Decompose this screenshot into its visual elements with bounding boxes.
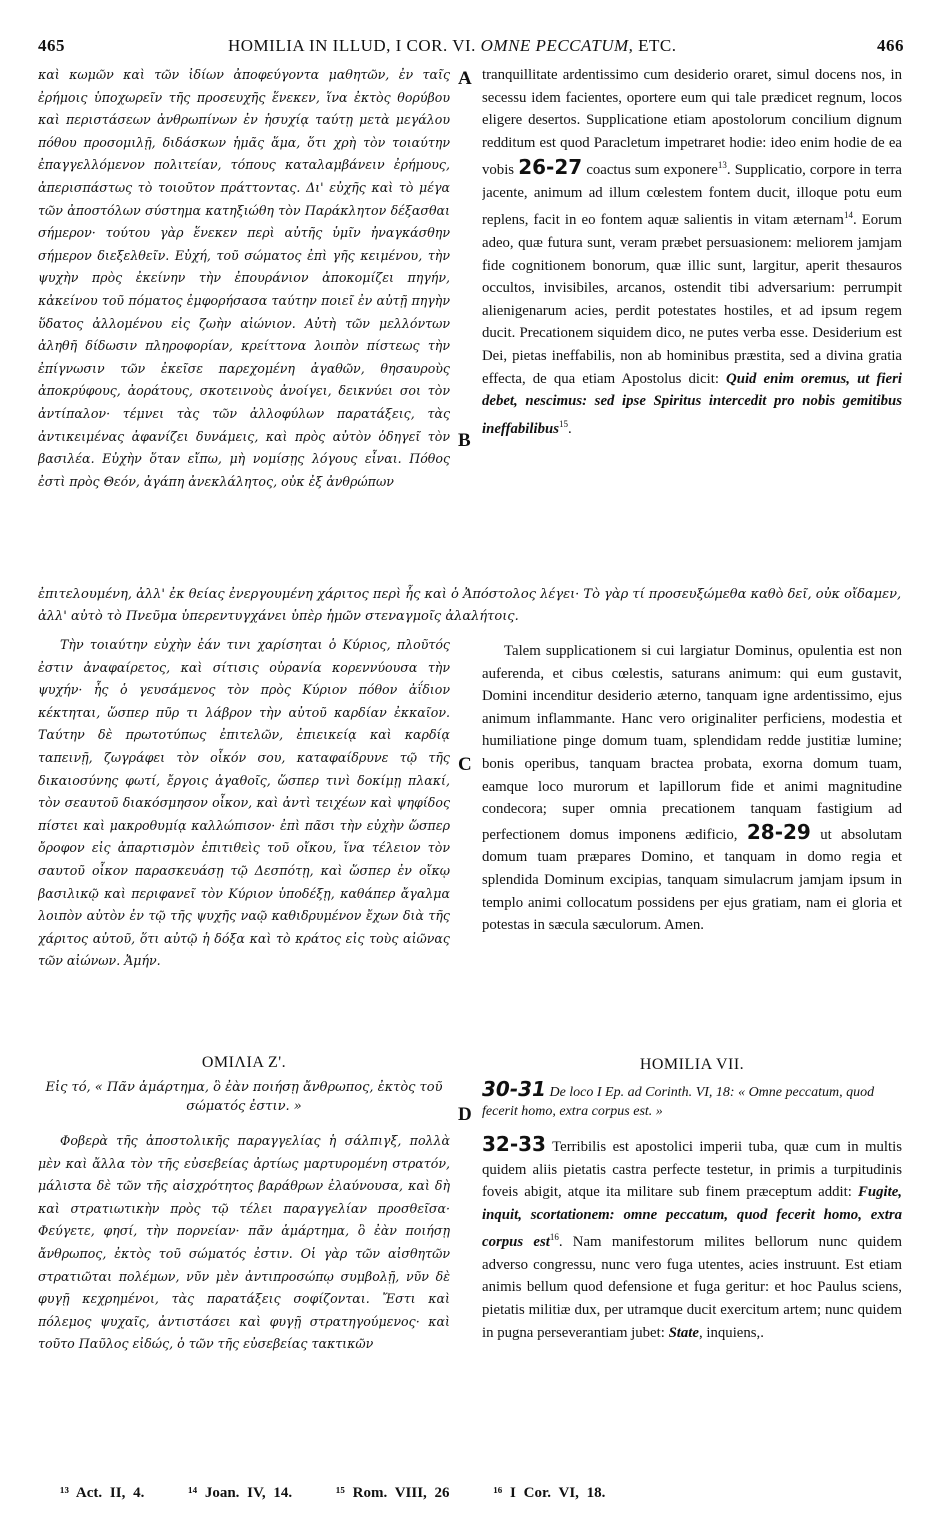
latin-p2b-text: ut absolutam domum tuam præpares Domino, et tanquam in domo regia et splendida Dominum excipias, tanquam simulacrum jamjam ipsum in templo animi collocatum possidens per ejus gratiam, nam ei gloria et potestas in sæcula sæculorum. Amen.	[482, 826, 902, 934]
latin-p3b-text: . Nam manifestorum milites bellorum nunc quidem adverso congressu, nunc vero fuga utentes, acies instruunt. Est etiam animis bellum quod defensione et fuga geritur: et hoc Paulus sciens, pietatis militiæ dux, per utramque ducit exercitum artem; nunc quidem in pugna perseverantiam jubet:	[482, 1234, 902, 1341]
margin-letter-a: A	[458, 68, 472, 89]
latin-quote-3: State	[668, 1324, 699, 1341]
footnote-ref-14: 14	[843, 210, 853, 221]
greek-paragraph-1: καὶ κωμῶν καὶ τῶν ἰδίων ἀποφεύγοντα μαθητῶν, ἐν ταῖς ἐρήμοις ὑποχωρεῖν τῆς προσευχῆς ἕνεκεν, ἵνα ἐκτὸς θορύβου καὶ περιστάσεων ἀνθρωπίνων ἐν ἡσυχίᾳ ταύτῃ μετὰ μεγάλου πόθου προσομιλῇ, διδάσκων ἡμᾶς ἅμα, ὅτι χρὴ τὸν τοιαύτην ἐπαγγελλόμενον πολιτείαν, τόπους καταλαμβάνειν ἐρήμους, ἀπερισπάστως τὸ τοιοῦτον πράττοντας. Δι' εὐχῆς καὶ τὸ μέγα τῶν ἀποστόλων σύστημα κατηξιώθη τὸν Παράκλητον δέξασθαι σήμερον· τούτου γὰρ ἕνεκεν περὶ αὐτῆς ὑμῖν ἠναγκάσθην σήμερον διεξελθεῖν. Εὐχή, τοῦ σώματος ἐπὶ γῆς κειμένου, τὴν ψυχὴν πρὸς ἐκείνην τὴν ἐπουράνιον ἀποκομίζει πηγήν, κἀκείνου τοῦ πόματος ἐμφορήσασα ταύτην ποιεῖ ἐν αὐτῇ πηγὴν ὕδατος ἀλλομένου εἰς ζωὴν αἰώνιον. Αὐτὴ τῶν μελλόντων ἀληθῆ δίδωσιν πληροφορίαν, κρείττονα λοιπὸν πίστεως τὴν ἐπίγνωσιν τῶν ἐκεῖσε παρεχομένη ἀγαθῶν, θησαυροὺς ἀποκρύφους, ἀοράτους, σκοτεινοὺς ἀνοίγει, δεικνύει σοι τὸν ἀντίπαλον· τέμνει τὰς τῶν ἀλλοφύλων παρατάξεις, τὰς ἀντικειμένας ἀφανίζει δυνάμεις, καὶ πρὸς αὐτὸν ὁδηγεῖ τὸν βασιλέα. Εὐχὴν ὅταν εἴπω, μὴ νομίσῃς λόγους εἶναι. Πόθος ἐστὶ πρὸς Θεόν, ἀγάπη ἀνεκλάλητος, οὐκ ἐξ ἀνθρώπων	[38, 67, 450, 489]
latin-p1-text: tranquillitate ardentissimo cum desiderio oraret, simul docens nos, in secessu idem facientes, oportere eum qui tale prædicet regnum, locos eligere desertos. Supplicatione etiam apostolorum concilium dignum redditum est quod Paracletum impetraret hodie: ideo enim hodie de ea vobis	[482, 67, 902, 179]
running-title-plain: HOMILIA IN ILLUD, I COR. VI.	[228, 36, 476, 55]
latin-quote-1: Quid enim oremus, ut fieri debet, nescimus: sed ipse Spiritus intercedit pro nobis gemitibus ineffabilibus	[482, 370, 902, 437]
footnote-13: ¹³ Act. II, 4.	[60, 1485, 145, 1501]
latin-paragraph-1: tranquillitate ardentissimo cum desiderio oraret, simul docens nos, in secessu idem facientes, oportere eum qui tale prædicet regnum, locos eligere desertos. Supplicatione etiam apostolorum concilium dignum redditum est quod Paracletum impetraret hodie: ideo enim hodie de ea vobis 26-27 coactus sum exponere$^{13}$. Supplicatio, corpore in terra jacente, animum ad illum cœlestem fontem ducit, illoque potu eum replens, facit in eo fontem aquæ salientis in vitam æternam$^{14}$. Eorum adeo, quæ futura sunt, veram præbet persuasionem: meliorem jamjam fide cognitionem bonorum, quæ illic sunt, largitur, aperit thesauros occultos, invisibiles, arcanos, ostendit tibi adversarium: perrumpit alienigenarum acies, perdit potestates hostiles, et ad ipsum regem ducit. Precationem siquidem dico, ne putes verba esse. Desiderium est Dei, pietas ineffabilis, non ab hominibus præstita, sed a divina gratia effecta, de qua etiam Apostolus dicit: Quid enim oremus, ut fieri debet, nescimus: sed ipse Spiritus intercedit pro nobis gemitibus ineffabilibus$^{15}$.	[482, 67, 902, 437]
footnote-ref-16: 16	[549, 1232, 559, 1243]
running-title-end: ETC.	[638, 36, 677, 55]
greek-column-middle	[38, 634, 450, 1424]
latin-subheading-b: VI, 18: « Omne peccatum, quod fecerit homo, extra corpus est. »	[482, 1085, 875, 1119]
latin-p1d-text: . Eorum adeo, quæ futura sunt, veram præbet persuasionem: meliorem jamjam fide cognitionem bonorum, quæ illic sunt, largitur, aperit thesauros occultos, invisibiles, arcanos, ostendit tibi adversarium: perrumpit alienigenarum acies, perdit potestates hostiles, et ad ipsum regem ducit. Precationem siquidem dico, ne putes verba esse. Desiderium est Dei, pietas ineffabilis, non ab hominibus præstita, sed a divina gratia effecta, de qua etiam Apostolus dicit:	[482, 212, 902, 387]
latin-paragraph-2	[482, 640, 902, 1042]
page-number-left: 465	[38, 36, 65, 55]
footnotes	[60, 1485, 900, 1502]
footnote-ref-15: 15	[559, 418, 569, 429]
latin-homily-heading: HOMILIA VII.	[639, 1056, 745, 1073]
greek-homily-heading: ΟΜΙΛΙΑ Ζ'.	[201, 1054, 287, 1071]
footnote-ref-13: 13	[717, 160, 727, 171]
margin-letter-c: C	[458, 754, 472, 775]
running-header	[38, 36, 904, 60]
running-title-italic: OMNE PECCATUM,	[480, 36, 634, 55]
footnote-16: ¹⁶ I Cor. VI, 18.	[493, 1485, 606, 1501]
latin-paragraph-3	[482, 1133, 902, 1429]
latin-column-bottom	[482, 640, 902, 1429]
latin-p1b-text: coactus sum exponere	[586, 162, 718, 179]
latin-p2a-text: Talem supplicationem si cui largiatur Dominus, opulentia est non auferenda, et cibus cœlestis, saturans animum: qui eum gustavit, Domini incenditur desiderio æterno, tanquam igne ardentissimo, ejus animum inflammante. Hanc vero originaliter perficiens, modestia et humiliatione pinge domum tuam, splendidam redde justitiæ lumine; bonis operibus, tanquam bractea probata, exorna domum tuam, eamque loco murorum et lapillorum fide et animi magnitudine condecora; super omnia precationem tanquam fastigium ad perfectionem domus imponens ædificio,	[482, 643, 902, 843]
greek-spanning-lines: ἐπιτελουμένη, ἀλλ' ἐκ θείας ἐνεργουμένη χάριτος περὶ ἧς καὶ ὁ Ἀπόστολος λέγει· Τὸ γὰρ τί προσευξώμεθα καθὸ δεῖ, οὐκ οἴδαμεν, ἀλλ' αὐτὸ τὸ Πνεῦμα ὑπερεντυγχάνει ὑπὲρ ἡμῶν στεναγμοῖς ἀλαλήτοις.	[38, 587, 902, 624]
greek-column-top	[38, 64, 450, 582]
column-number-32-33: 32-33	[482, 1133, 546, 1156]
latin-p3a-text: Terribilis est apostolici imperii tuba, quæ cum in multis quidem aliis pietatis castra perfecte testetur, in primis a turpitudinis foveis abigit, atque ita militare sub finem præceptum addit:	[482, 1139, 902, 1201]
margin-letter-d: D	[458, 1104, 472, 1125]
page-number-right: 466	[877, 36, 904, 55]
latin-subheading-a: De loco I Ep. ad Corinth.	[549, 1085, 693, 1100]
greek-paragraph-3: Φοβερὰ τῆς ἀποστολικῆς παραγγελίας ἡ σάλπιγξ, πολλὰ μὲν καὶ ἄλλα τὸν τῆς εὐσεβείας ἀρτίως μαρτυρομένη στρατόν, μάλιστα δὲ τῶν τῆς αἰσχρότητος βαράθρων ἐλαύνουσα, καὶ δὴ καὶ στρατιωτικὴν πρὸς τῷ τέλει παραγγελίαν προσθεῖσα· Φεύγετε, φησί, τὴν πορνείαν· πᾶν ἁμάρτημα, ὃ ἐὰν ποιήσῃ ἄνθρωπος, ἐκτὸς τοῦ σώματός ἐστιν. Οἱ γὰρ τῶν αἰσθητῶν στρατιῶται πολέμων, νῦν μὲν ἀντιπροσώπῳ συμβολῇ, νῦν δὲ φυγῇ κεχρημένοι, τὰς παρατάξεις σοφίζονται. Ἔστι καὶ πόλεμος ψυχαῖς, ἀντιστάσει καὶ φυγῇ στρατηγούμενος· καὶ τοῦτο Παῦλος εἰδώς, ὁ τῶν τῆς εὐσεβείας τακτικῶν	[38, 1133, 450, 1352]
latin-column-top	[482, 64, 902, 540]
greek-paragraph-2: Τὴν τοιαύτην εὐχὴν ἐάν τινι χαρίσηται ὁ Κύριος, πλοῦτός ἐστιν ἀναφαίρετος, καὶ σίτισις οὐρανία κορεννύουσα τὴν ψυχήν· ἧς ὁ γευσάμενος τὸν πρὸς Κύριον πόθον ἀΐδιον κέκτηται, ὥσπερ πῦρ τι λάβρον τὴν αὐτοῦ καρδίαν ἐκκαῖον. Ταύτην δὲ πρωτοτύπως ἐπιτελῶν, ἐπιεικείᾳ καὶ καρδίᾳ ταπεινῇ, ζωγράφει τὸν οἶκόν σου, καταφαίδρυνε τῷ τῆς δικαιοσύνης φωτί, ἔργοις ἀγαθοῖς, ὥσπερ τινὶ δοκίμῃ πλακί, τὸν σεαυτοῦ διακόσμησον οἶκον, καὶ ἀντὶ τειχέων καὶ ψηφίδος πίστει καὶ μακροθυμίᾳ καλλώπισον· ἐπὶ πᾶσι τὴν εὐχὴν ὥσπερ ὄροφον εἰς ἀπαρτισμὸν ἐπιτιθεὶς τοῦ οἴκου, ἵνα τέλειον τὸν σαυτοῦ οἶκον παρασκευάσῃ τῷ Δεσπότῃ, καὶ ὥσπερ ἐν οἴκῳ βασιλικῷ καὶ περιφανεῖ τὸν Κύριον ὑποδέξῃ, καθάπερ ἄγαλμα λοιπὸν αὐτὸν ἐν τῷ τῆς ψυχῆς ναῷ καθιδρυμένον ἔχων διὰ τῆς χάριτος αὐτοῦ, ὅτι αὐτῷ ἡ δόξα καὶ τὸ κράτος εἰς τοὺς αἰῶνας τῶν αἰώνων. Ἀμήν.	[38, 637, 450, 969]
footnote-14: ¹⁴ Joan. IV, 14.	[188, 1485, 293, 1501]
running-title	[228, 36, 677, 56]
latin-quote-2: Fugite, inquit, scortationem: omne peccatum, quod fecerit homo, extra corpus est	[482, 1184, 902, 1251]
latin-p3c-text: , inquiens,.	[698, 1324, 764, 1341]
column-number-28-29: 28-29	[746, 819, 811, 844]
greek-homily-subheading: Εἰς τό, « Πᾶν ἁμάρτημα, ὃ ἐὰν ποιήσῃ ἄνθρωπος, ἐκτὸς τοῦ σώματός ἐστιν. »	[45, 1080, 443, 1114]
column-number-30-31: 30-31	[482, 1077, 546, 1101]
column-number-26-27: 26-27	[518, 155, 583, 180]
latin-p1c-text: . Supplicatio, corpore in terra jacente, animum ad illum cœlestem fontem ducit, illoque potu eum replens, facit in eo fontem aquæ salientis in vitam æternam	[482, 162, 902, 229]
footnote-15: ¹⁵ Rom. VIII, 26	[335, 1485, 450, 1501]
latin-homily-subheading	[482, 1077, 902, 1121]
margin-letter-b: B	[458, 430, 471, 451]
